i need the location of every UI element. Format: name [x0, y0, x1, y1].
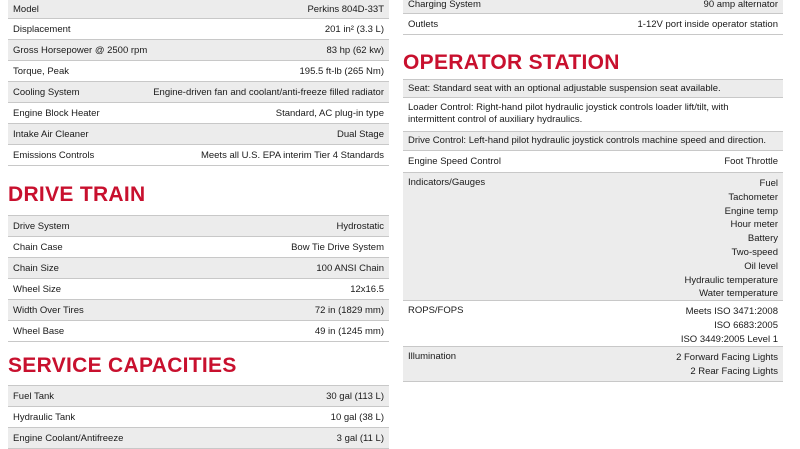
engine-row-torque: Torque, Peak 195.5 ft-lb (265 Nm)	[8, 61, 389, 82]
operator-row-loader-control: Loader Control: Right-hand pilot hydraulic joystick controls loader lift/tilt, with intermittent control of auxiliary hydraulics.	[403, 98, 783, 132]
electrical-table	[403, 0, 783, 35]
engine-table	[8, 0, 389, 166]
indicator-item: Two-speed	[731, 246, 778, 258]
rops-item: ISO 6683:2005	[714, 319, 778, 331]
drive-train-heading: DRIVE TRAIN	[8, 183, 146, 206]
engine-row-air-cleaner: Intake Air Cleaner Dual Stage	[8, 124, 389, 145]
operator-row-seat: Seat: Standard seat with an optional adjustable suspension seat available.	[403, 80, 783, 98]
illumination-list	[676, 351, 778, 379]
operator-row-rops: ROPS/FOPS Meets ISO 3471:2008 ISO 6683:2005 ISO 3449:2005 Level 1	[403, 301, 783, 347]
operator-row-engine-speed: Engine Speed Control Foot Throttle	[403, 151, 783, 173]
indicator-item: Battery	[747, 233, 778, 245]
electrical-row-outlets: Outlets 1-12V port inside operator station	[403, 14, 783, 35]
drive-row-wheel-base: Wheel Base 49 in (1245 mm)	[8, 321, 389, 342]
engine-row-displacement: Displacement 201 in² (3.3 L)	[8, 19, 389, 40]
indicator-list	[685, 177, 778, 301]
engine-row-horsepower: Gross Horsepower @ 2500 rpm 83 hp (62 kw)	[8, 40, 389, 61]
operator-station-heading: OPERATOR STATION	[403, 51, 620, 74]
drive-row-chain-case: Chain Case Bow Tie Drive System	[8, 237, 389, 258]
left-column	[8, 0, 389, 449]
engine-row-emissions: Emissions Controls Meets all U.S. EPA interim Tier 4 Standards	[8, 145, 389, 166]
operator-row-indicators: Indicators/Gauges Fuel Tachometer Engine temp Hour meter Battery Two-speed Oil level Hydraulic temperature Water temperature	[403, 173, 783, 301]
service-row-fuel: Fuel Tank 30 gal (113 L)	[8, 386, 389, 407]
operator-row-illumination: Illumination 2 Forward Facing Lights 2 Rear Facing Lights	[403, 347, 783, 382]
electrical-row-charging: Charging System 90 amp alternator	[403, 0, 783, 14]
operator-station-table	[403, 79, 783, 382]
engine-row-cooling: Cooling System Engine-driven fan and coolant/anti-freeze filled radiator	[8, 82, 389, 103]
drive-row-chain-size: Chain Size 100 ANSI Chain	[8, 258, 389, 279]
indicator-item: Engine temp	[724, 205, 778, 217]
drive-row-wheel-size: Wheel Size 12x16.5	[8, 279, 389, 300]
indicator-item: Fuel	[759, 178, 778, 189]
service-capacities-heading: SERVICE CAPACITIES	[8, 354, 237, 377]
drive-row-width: Width Over Tires 72 in (1829 mm)	[8, 300, 389, 321]
service-capacities-table	[8, 385, 389, 449]
drive-train-table	[8, 215, 389, 342]
illumination-item: 2 Forward Facing Lights	[676, 352, 778, 363]
engine-row-block-heater: Engine Block Heater Standard, AC plug-in type	[8, 103, 389, 124]
engine-row-model: Model Perkins 804D-33T	[8, 0, 389, 19]
illumination-item: 2 Rear Facing Lights	[690, 365, 778, 377]
service-row-coolant: Engine Coolant/Antifreeze 3 gal (11 L)	[8, 428, 389, 449]
rops-list	[681, 305, 778, 346]
indicator-item: Hour meter	[730, 219, 778, 231]
indicator-item: Water temperature	[699, 288, 778, 300]
rops-item: ISO 3449:2005 Level 1	[680, 333, 778, 345]
indicator-item: Oil level	[744, 260, 778, 272]
right-column	[403, 0, 783, 382]
rops-item: Meets ISO 3471:2008	[685, 306, 778, 317]
service-row-hydraulic: Hydraulic Tank 10 gal (38 L)	[8, 407, 389, 428]
operator-row-drive-control: Drive Control: Left-hand pilot hydraulic joystick controls machine speed and direction.	[403, 132, 783, 151]
indicator-item: Hydraulic temperature	[684, 274, 778, 286]
indicator-item: Tachometer	[728, 191, 778, 203]
drive-row-system: Drive System Hydrostatic	[8, 216, 389, 237]
